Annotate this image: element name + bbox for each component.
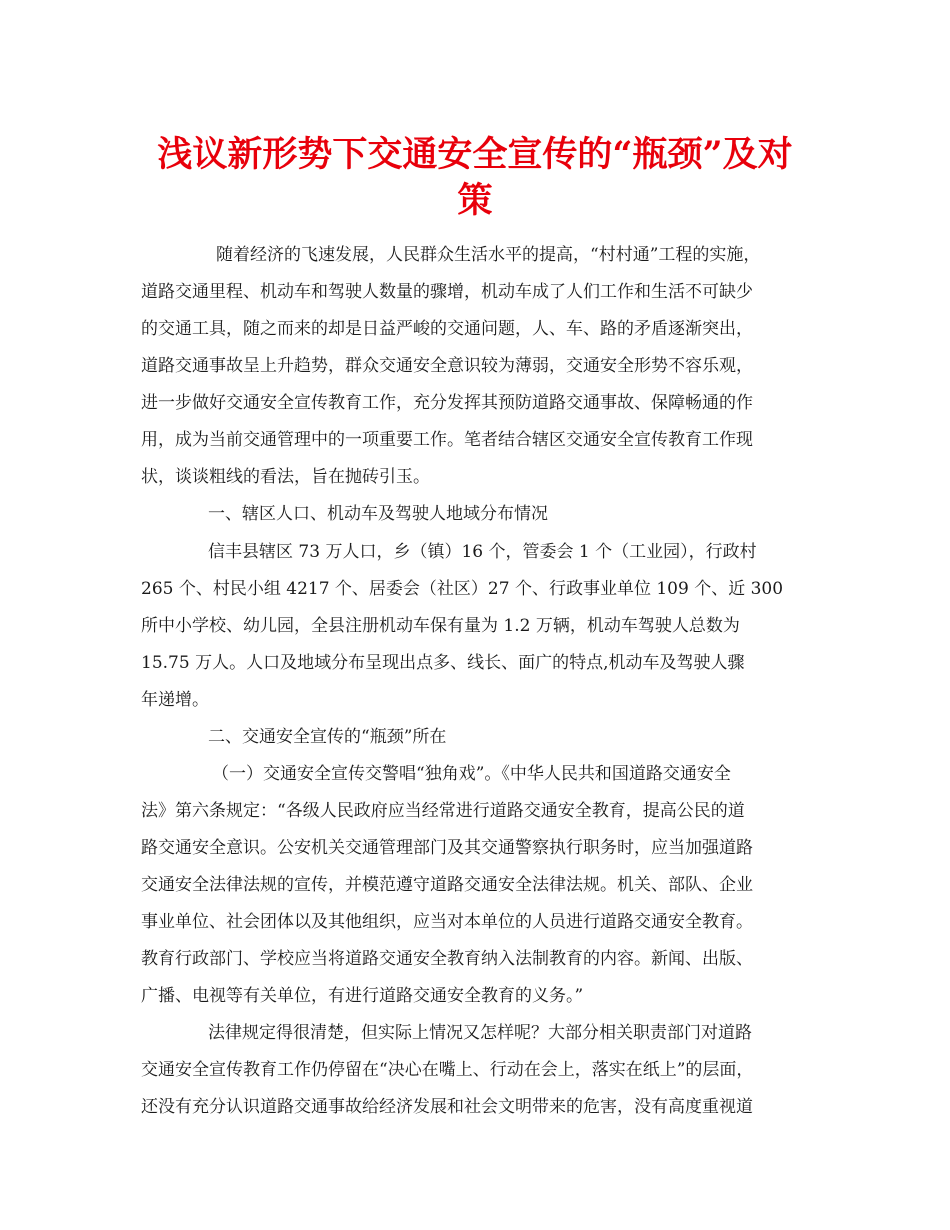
body-text-line: 法律规定得很清楚，但实际上情况又怎样呢？大部分相关职责部门对道路 (208, 1023, 752, 1043)
body-text-line: 广播、电视等有关单位，有进行道路交通安全教育的义务。” (141, 986, 584, 1006)
document-title-line-2: 策 (457, 180, 493, 221)
body-text-line: 二、交通安全宣传的“瓶颈”所在 (208, 727, 447, 747)
body-text-line: 交通安全宣传教育工作仍停留在“决心在嘴上、行动在会上，落实在纸上”的层面， (141, 1060, 754, 1080)
body-text-line: 交通安全法律法规的宣传，并模范遵守道路交通安全法律法规。机关、部队、企业 (141, 875, 753, 895)
body-text-line: 265 个、村民小组 4217 个、居委会（社区）27 个、行政事业单位 109 个、近 300 (141, 579, 784, 599)
body-text-line: 随着经济的飞速发展，人民群众生活水平的提高，“村村通”工程的实施， (216, 245, 761, 265)
body-text-line: 一、辖区人口、机动车及驾驶人地域分布情况 (208, 504, 548, 524)
body-text-line: 道路交通里程、机动车和驾驶人数量的骤增，机动车成了人们工作和生活不可缺少 (141, 282, 753, 302)
body-text-line: 进一步做好交通安全宣传教育工作，充分发挥其预防道路交通事故、保障畅通的作 (141, 393, 753, 413)
body-text-line: 15.75 万人。人口及地域分布呈现出点多、线长、面广的特点,机动车及驾驶人骤 (141, 653, 745, 673)
document-body (141, 0, 841, 1230)
body-text-line: 年递增。 (141, 690, 209, 710)
document-title-line-1: 浅议新形势下交通安全宣传的“瓶颈”及对 (157, 134, 793, 175)
body-text-line: 教育行政部门、学校应当将道路交通安全教育纳入法制教育的内容。新闻、出版、 (141, 949, 753, 969)
body-text-line: 信丰县辖区 73 万人口，乡（镇）16 个，管委会 1 个（工业园），行政村 (208, 542, 757, 562)
body-text-line: 的交通工具，随之而来的却是日益严峻的交通问题，人、车、路的矛盾逐渐突出， (141, 319, 753, 339)
body-text-line: （一）交通安全宣传交警唱“独角戏”。《中华人民共和国道路交通安全 (212, 764, 731, 784)
body-text-line: 还没有充分认识道路交通事故给经济发展和社会文明带来的危害，没有高度重视道 (141, 1097, 753, 1117)
body-text-line: 所中小学校、幼儿园，全县注册机动车保有量为 1.2 万辆，机动车驾驶人总数为 (141, 616, 740, 636)
body-text-line: 事业单位、社会团体以及其他组织，应当对本单位的人员进行道路交通安全教育。 (141, 912, 753, 932)
body-text-line: 状，谈谈粗线的看法，旨在抛砖引玉。 (141, 467, 430, 487)
body-text-line: 用，成为当前交通管理中的一项重要工作。笔者结合辖区交通安全宣传教育工作现 (141, 430, 753, 450)
body-text-line: 道路交通事故呈上升趋势，群众交通安全意识较为薄弱，交通安全形势不容乐观， (141, 356, 753, 376)
body-text-line: 路交通安全意识。公安机关交通管理部门及其交通警察执行职务时，应当加强道路 (141, 838, 753, 858)
body-text-line: 法》第六条规定：“各级人民政府应当经常进行道路交通安全教育，提高公民的道 (141, 801, 745, 821)
